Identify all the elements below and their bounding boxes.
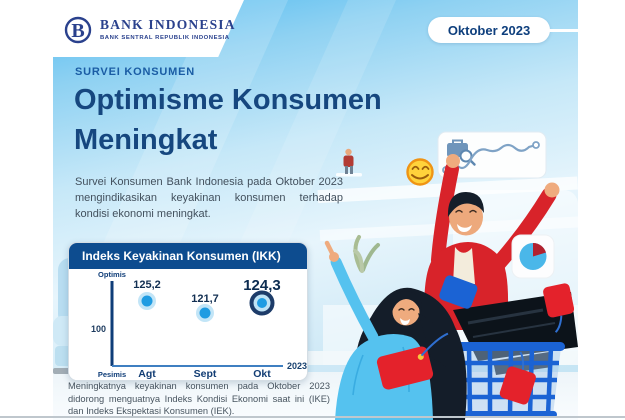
bank-indonesia-logo [63,12,236,46]
logo-wordmark [100,17,236,41]
category-label-okt: Okt [253,368,271,380]
pie-card [512,235,554,278]
category-label-agt: Agt [138,368,156,380]
plant-icon [355,237,378,271]
footnote-text: Meningkatnya keyakinan konsumen pada Oktober 2023 didorong menguatnya Indeks Kondisi Ekonomi saat ini (IKE) dan Indeks Ekspektasi Konsumen (IEK). [68,381,330,417]
y-axis-top-label: Optimis [98,270,126,279]
data-point-okt [257,298,267,308]
value-label-agt: 125,2 [133,279,161,291]
chart-card-title: Indeks Keyakinan Konsumen (IKK) [69,243,307,269]
pie-chart-icon [520,243,547,270]
kicker-label: SURVEI KONSUMEN [75,66,195,78]
brand-name: BANK INDONESIA [100,17,236,32]
x-axis-year-label: 2023 [287,361,307,371]
y-axis-bottom-label: Pesimis [97,370,127,379]
value-label-okt: 124,3 [243,277,281,294]
bi-emblem-icon [63,12,93,46]
title-line1: Optimisme Konsumen [74,84,382,116]
baseline-label: 100 [90,324,106,334]
title-line2: Meningkat [74,124,218,157]
data-point-agt [142,296,153,307]
ikk-scatter-chart [69,269,307,380]
description-text: Survei Konsumen Bank Indonesia pada Oktober 2023 mengindikasikan keyakinan konsumen terhadap kondisi ekonomi meningkat. [75,176,343,220]
bottom-border [0,416,625,418]
brand-subtitle: BANK SENTRAL REPUBLIK INDONESIA [100,35,230,41]
date-badge-connector [548,29,578,32]
ikk-chart-card [68,242,308,381]
date-badge: Oktober 2023 [428,17,550,43]
category-label-sept: Sept [193,368,217,380]
chart-area [69,269,307,380]
smiley-face-icon [408,160,433,185]
main-panel [53,0,578,420]
value-label-sept: 121,7 [191,293,219,305]
svg-text:B: B [71,20,85,42]
page-title [74,80,382,160]
data-point-sept [200,308,211,319]
